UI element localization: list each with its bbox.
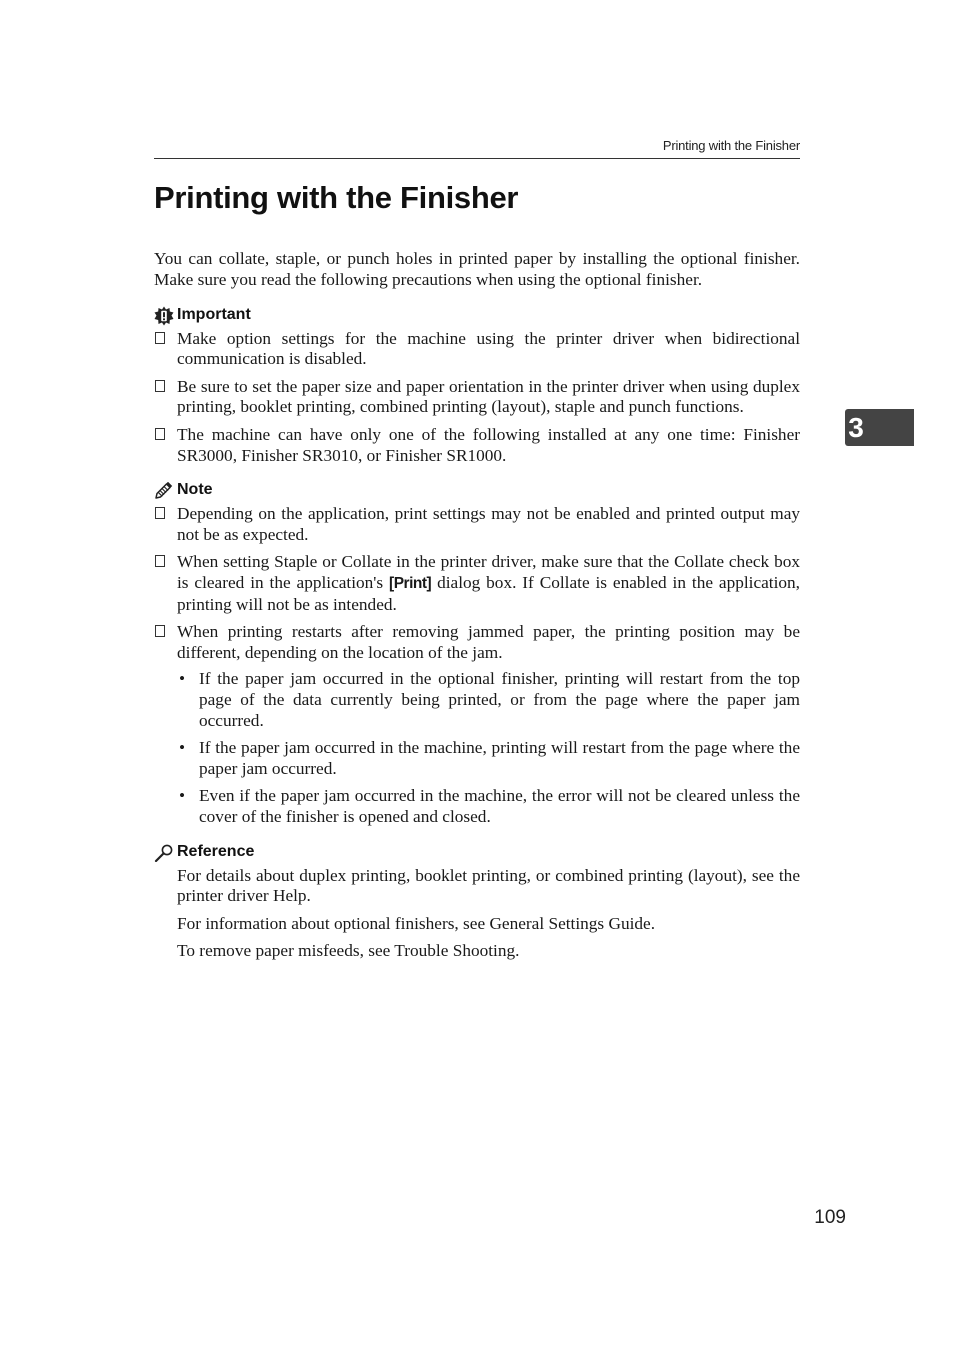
checkbox-bullet-icon — [155, 332, 165, 344]
chapter-tab — [845, 409, 914, 446]
bullet-dot: • — [179, 786, 186, 806]
checkbox-bullet-icon — [155, 625, 165, 637]
jam-bullet-list — [177, 669, 800, 828]
important-heading-label: Important — [177, 306, 251, 324]
note-item-text: When printing restarts after removing jammed paper, the printing position may be different, depending on the location of the jam. — [177, 621, 800, 662]
note-item — [154, 504, 800, 546]
magnifier-icon — [154, 844, 174, 862]
reference-heading — [154, 842, 800, 864]
bullet-item — [177, 669, 800, 731]
note-item — [154, 622, 800, 828]
checkbox-bullet-icon — [155, 428, 165, 440]
bullet-dot: • — [179, 669, 186, 689]
main-content — [154, 249, 800, 968]
chapter-number: 3 — [848, 412, 864, 443]
bullet-item-text: Even if the paper jam occurred in the machine, the error will not be cleared unless the cover of the finisher is opened and closed. — [199, 786, 800, 827]
bullet-item-text: If the paper jam occurred in the machine, printing will restart from the page where the paper jam occurred. — [199, 738, 800, 779]
reference-heading-label: Reference — [177, 843, 255, 861]
note-list — [154, 504, 800, 828]
important-item-text: Be sure to set the paper size and paper orientation in the printer driver when using duplex printing, booklet printing, combined printing (layout), staple and punch functions. — [177, 376, 800, 417]
note-heading — [154, 480, 800, 502]
note-item-text-after: dialog box. If Collate is enabled in the application, printing will not be as intended. — [177, 572, 800, 614]
bullet-dot: • — [179, 738, 186, 758]
reference-paragraph: To remove paper misfeeds, see Trouble Shooting. — [177, 940, 520, 960]
checkbox-bullet-icon — [155, 555, 165, 567]
intro-paragraph: You can collate, staple, or punch holes in printed paper by installing the optional finisher. Make sure you read the following precautions when using the optional finisher. — [154, 249, 800, 289]
checkbox-bullet-icon — [155, 380, 165, 392]
important-badge-icon — [154, 306, 174, 326]
reference-paragraph: For details about duplex printing, booklet printing, or combined printing (layout), see the printer driver Help. — [177, 865, 800, 906]
header-rule — [154, 158, 800, 159]
important-item — [154, 329, 800, 371]
bullet-item — [177, 786, 800, 828]
page-number: 109 — [814, 1207, 846, 1228]
checkbox-bullet-icon — [155, 507, 165, 519]
note-item-text-before: When setting Staple or Collate in the printer driver, make sure that the Collate check box is cleared in the application's — [177, 551, 800, 592]
important-item-text: Make option settings for the machine using the printer driver when bidirectional communication is disabled. — [177, 328, 800, 369]
running-header: Printing with the Finisher — [662, 138, 800, 153]
note-heading-label: Note — [177, 481, 213, 499]
important-item-text: The machine can have only one of the following installed at any one time: Finisher SR3000, Finisher SR3010, or Finisher SR1000. — [177, 424, 800, 465]
important-list — [154, 329, 800, 467]
note-item-text: Depending on the application, print settings may not be enabled and printed output may not be as expected. — [177, 503, 800, 544]
important-item — [154, 425, 800, 467]
reference-paragraph: For information about optional finishers, see General Settings Guide. — [177, 913, 656, 933]
note-item — [154, 552, 800, 615]
pencil-icon — [154, 482, 174, 500]
important-heading — [154, 305, 800, 327]
important-item — [154, 377, 800, 419]
page-title: Printing with the Finisher — [154, 180, 519, 215]
print-key-label: [Print] — [389, 574, 432, 592]
bullet-item-text: If the paper jam occurred in the optional finisher, printing will restart from the top page of the data currently being printed, or from the page where the paper jam occurred. — [199, 669, 800, 731]
bullet-item — [177, 738, 800, 780]
